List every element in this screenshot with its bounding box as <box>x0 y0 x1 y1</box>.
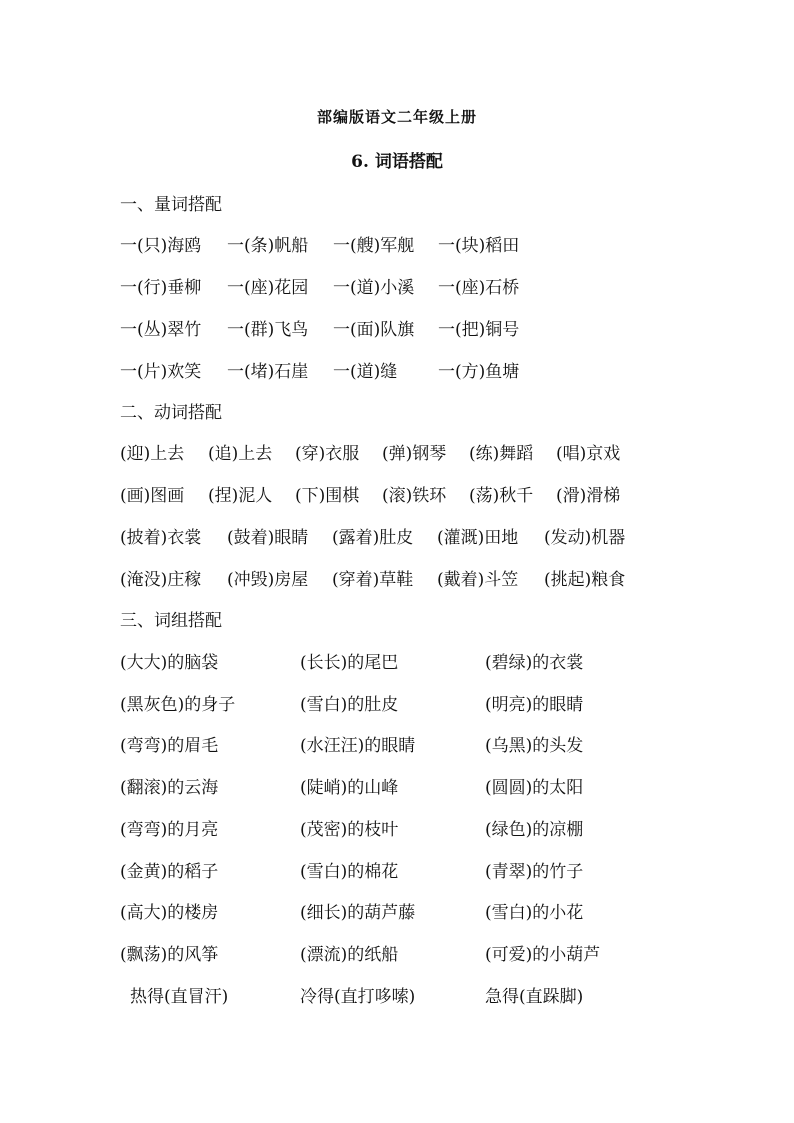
list-item: (下)围棋 <box>295 486 360 506</box>
list-item: (长长)的尾巴 <box>300 653 399 673</box>
list-item: (绿色)的凉棚 <box>485 820 584 840</box>
list-item: (茂密)的枝叶 <box>300 820 399 840</box>
list-item: (乌黑)的头发 <box>485 736 584 756</box>
list-item: (滚)铁环 <box>382 486 447 506</box>
list-item: (雪白)的棉花 <box>300 862 399 882</box>
list-item: (细长)的葫芦藤 <box>300 903 416 923</box>
list-item: (金黄)的稻子 <box>120 862 219 882</box>
list-item: (可爱)的小葫芦 <box>485 945 601 965</box>
list-item: (雪白)的小花 <box>485 903 584 923</box>
list-item: (淹没)庄稼 <box>120 570 202 590</box>
list-item: 一(片)欢笑 <box>120 362 202 382</box>
list-item: (翻滚)的云海 <box>120 778 219 798</box>
list-item: (唱)京戏 <box>556 444 621 464</box>
list-item: (弯弯)的眉毛 <box>120 736 219 756</box>
list-item: (弹)钢琴 <box>382 444 447 464</box>
list-item: (捏)泥人 <box>208 486 273 506</box>
list-item: 一(丛)翠竹 <box>120 320 202 340</box>
list-item: (披着)衣裳 <box>120 528 202 548</box>
list-item: 一(艘)军舰 <box>333 236 415 256</box>
list-item: (飘荡)的风筝 <box>120 945 219 965</box>
list-item: (大大)的脑袋 <box>120 653 219 673</box>
list-item: (鼓着)眼睛 <box>227 528 309 548</box>
list-item: (荡)秋千 <box>469 486 534 506</box>
list-item: (画)图画 <box>120 486 185 506</box>
list-item: 热得(直冒汗) <box>130 987 229 1007</box>
list-item: (圆圆)的太阳 <box>485 778 584 798</box>
list-item: (追)上去 <box>208 444 273 464</box>
list-item: 一(把)铜号 <box>438 320 520 340</box>
list-item: (迎)上去 <box>120 444 185 464</box>
list-item: (灌溉)田地 <box>437 528 519 548</box>
list-item: 一(道)小溪 <box>333 278 415 298</box>
section-heading-measure-words: 一、量词搭配 <box>120 195 222 215</box>
list-item: 一(堵)石崖 <box>227 362 309 382</box>
list-item: (冲毁)房屋 <box>227 570 309 590</box>
header-title: 部编版语文二年级上册 <box>316 108 477 126</box>
list-item: 一(座)花园 <box>227 278 309 298</box>
list-item: (穿)衣服 <box>295 444 360 464</box>
list-item: 一(只)海鸥 <box>120 236 202 256</box>
list-item: (练)舞蹈 <box>469 444 534 464</box>
lesson-title: 6. 词语搭配 <box>351 152 443 172</box>
list-item: 一(群)飞鸟 <box>227 320 309 340</box>
list-item: (青翠)的竹子 <box>485 862 584 882</box>
section-heading-phrases: 三、词组搭配 <box>120 611 222 631</box>
list-item: (漂流)的纸船 <box>300 945 399 965</box>
list-item: 一(条)帆船 <box>227 236 309 256</box>
list-item: 一(座)石桥 <box>438 278 520 298</box>
list-item: 一(方)鱼塘 <box>438 362 520 382</box>
list-item: (水汪汪)的眼睛 <box>300 736 416 756</box>
list-item: (穿着)草鞋 <box>332 570 414 590</box>
list-item: (高大)的楼房 <box>120 903 219 923</box>
list-item: (陡峭)的山峰 <box>300 778 399 798</box>
list-item: (碧绿)的衣裳 <box>485 653 584 673</box>
list-item: 一(面)队旗 <box>333 320 415 340</box>
list-item: (发动)机器 <box>544 528 626 548</box>
list-item: 急得(直跺脚) <box>485 987 584 1007</box>
list-item: (雪白)的肚皮 <box>300 695 399 715</box>
list-item: (黑灰色)的身子 <box>120 695 236 715</box>
list-item: (挑起)粮食 <box>544 570 626 590</box>
list-item: (弯弯)的月亮 <box>120 820 219 840</box>
list-item: (明亮)的眼睛 <box>485 695 584 715</box>
list-item: (滑)滑梯 <box>556 486 621 506</box>
list-item: (戴着)斗笠 <box>437 570 519 590</box>
list-item: (露着)肚皮 <box>332 528 414 548</box>
list-item: 一(块)稻田 <box>438 236 520 256</box>
list-item: 冷得(直打哆嗦) <box>300 987 416 1007</box>
list-item: 一(行)垂柳 <box>120 278 202 298</box>
list-item: 一(道)缝 <box>333 362 398 382</box>
section-heading-verbs: 二、动词搭配 <box>120 403 222 423</box>
